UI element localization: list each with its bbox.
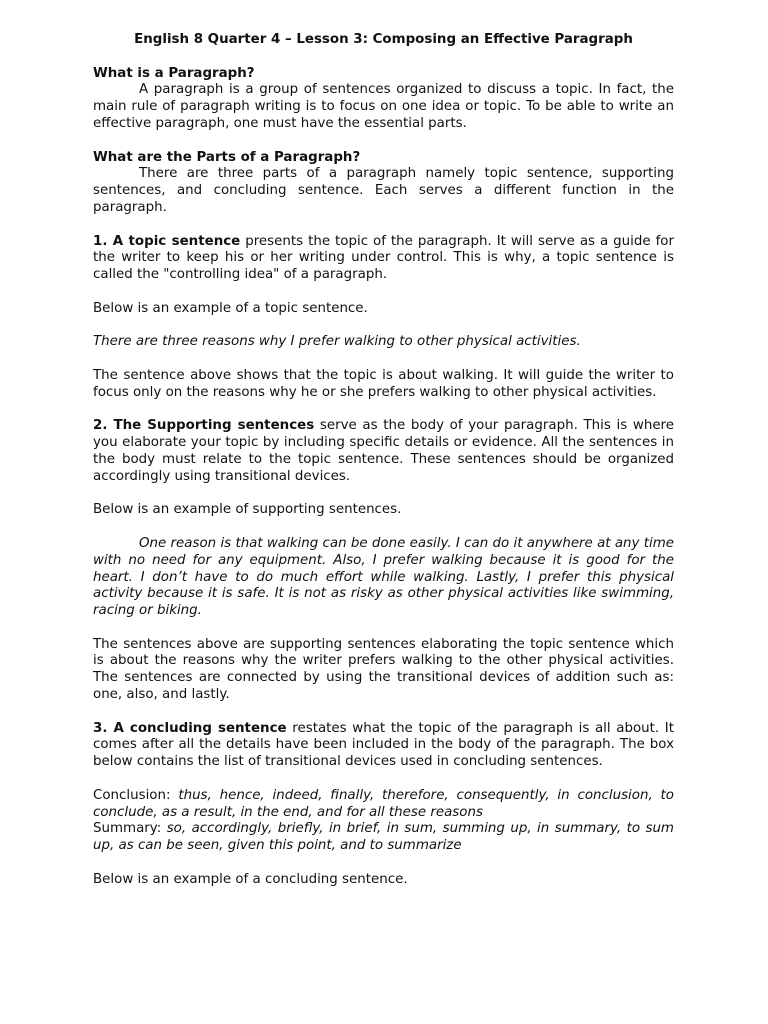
supporting-sentences-label: 2. The Supporting sentences [93,418,315,434]
section-heading-what-is-paragraph: What is a Paragraph? [93,65,255,81]
paragraph-definition: A paragraph is a group of sentences organized to discuss a topic. In fact, the main rule of paragraph writing is to focus on one idea or topic. To be able to write an effective paragraph, one must have the essential parts. [93,82,674,131]
supporting-example-intro: Below is an example of supporting sentences. [93,502,402,518]
supporting-example [93,536,674,620]
conclusion-devices: thus, hence, indeed, finally, therefore, consequently, in conclusion, to conclude, as a result, in the end, and for all these reasons [93,787,674,820]
supporting-sentences-definition [93,418,674,485]
summary-label: Summary: [93,821,167,837]
concluding-sentence-label: 3. A concluding sentence [93,720,287,736]
conclusion-devices-list [93,788,674,822]
topic-sentence-definition [93,234,674,284]
supporting-example-text: One reason is that walking can be done easily. I can do it anywhere at any time with no need for any equipment. Also, I prefer walking because it is good for the heart. I don’t have to do much effort while walking. Lastly, I prefer this physical activity because it is safe. It is not as risky as other physical activities like swimming, racing or biking. [93,535,674,619]
concluding-sentence-definition [93,721,674,771]
supporting-sentences-text: serve as the body of your paragraph. This is where you elaborate your topic by including specific details or evidence. All the sentences in the body must relate to the topic sentence. These sentences should be organized accordingly using transitional devices. [93,418,675,484]
summary-devices-list [93,821,674,855]
topic-example-intro: Below is an example of a topic sentence. [93,300,368,316]
parts-description: There are three parts of a paragraph namely topic sentence, supporting sentences, and concluding sentence. Each serves a different function in the paragraph. [93,166,674,215]
concluding-sentence-text: restates what the topic of the paragraph is all about. It comes after all the details have been included in the body of the paragraph. The box below contains the list of transitional devices used in concluding sentences. [93,720,674,770]
document-page [93,32,674,889]
topic-example-text: There are three reasons why I prefer walking to other physical activities. [93,334,581,350]
section-heading-parts: What are the Parts of a Paragraph? [93,149,361,165]
conclusion-label: Conclusion: [93,787,179,803]
topic-example [93,334,674,351]
concluding-example-intro: Below is an example of a concluding sentence. [93,871,408,887]
summary-devices: so, accordingly, briefly, in brief, in sum, summing up, in summary, to sum up, as can be seen, given this point, and to summarize [93,821,674,854]
supporting-explanation: The sentences above are supporting sentences elaborating the topic sentence which is about the reasons why the writer prefers walking to the other physical activities. The sentences are connected by using the transitional devices of addition such as: one, also, and lastly. [93,636,674,703]
topic-sentence-text: presents the topic of the paragraph. It will serve as a guide for the writer to keep his or her writing under control. This is why, a topic sentence is called the "controlling idea" of a paragraph. [93,233,674,283]
lesson-title: English 8 Quarter 4 – Lesson 3: Composing an Effective Paragraph [134,32,633,47]
topic-sentence-label: 1. A topic sentence [93,233,241,249]
topic-explanation: The sentence above shows that the topic is about walking. It will guide the writer to focus only on the reasons why he or she prefers walking to other physical activities. [93,367,674,400]
